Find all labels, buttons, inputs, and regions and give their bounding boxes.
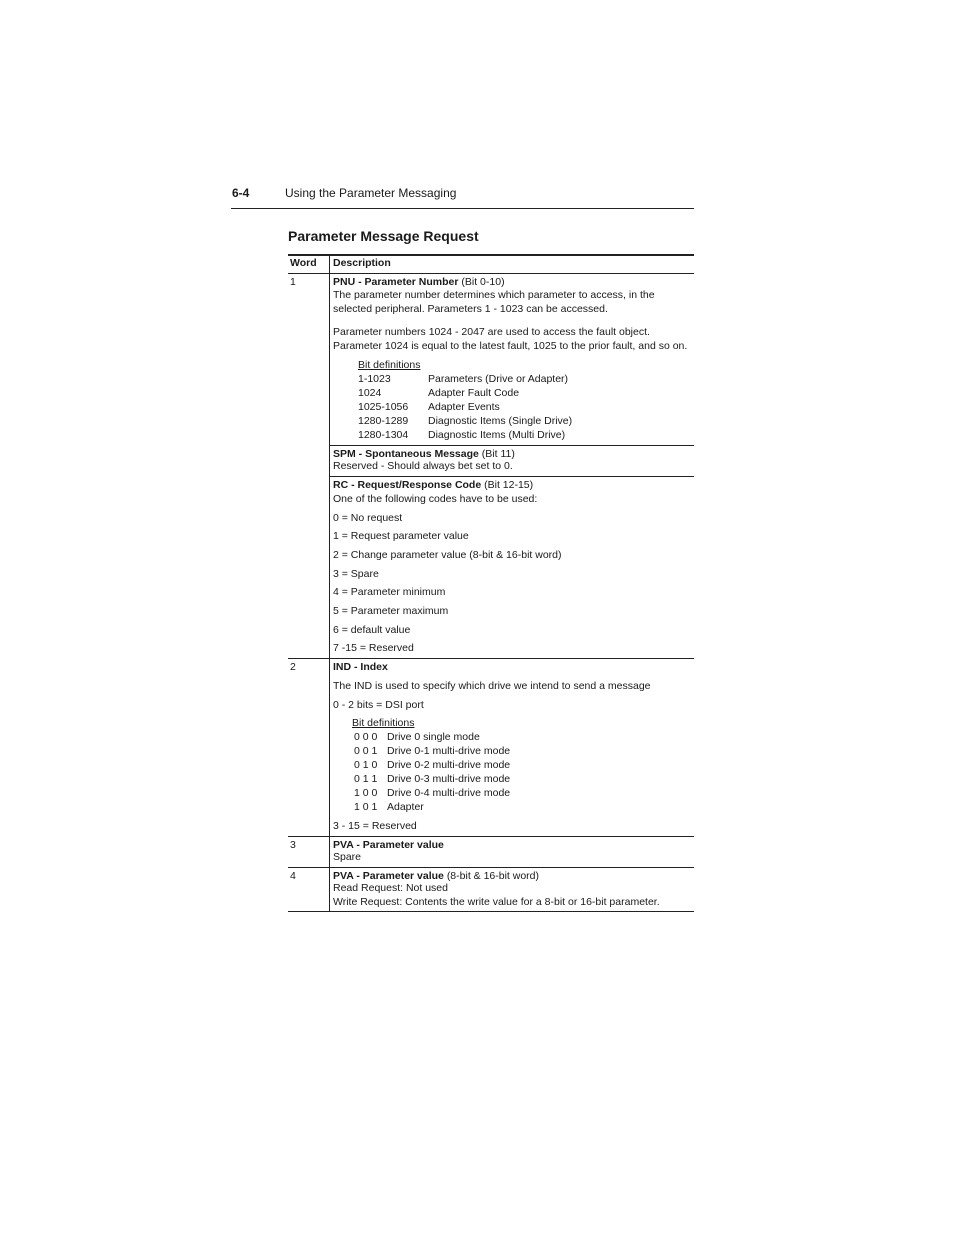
row-divider xyxy=(330,445,694,446)
rc-code: 3 = Spare xyxy=(333,568,379,580)
rc-code: 6 = default value xyxy=(333,624,411,636)
pnu-bitdef-range: 1-1023 xyxy=(358,373,391,385)
ind-bitdef-bits: 0 1 0 xyxy=(354,759,378,771)
ind-bitdef-bits: 0 0 0 xyxy=(354,731,378,743)
pnu-bits: (Bit 0-10) xyxy=(461,276,505,288)
rc-name: RC - Request/Response Code xyxy=(333,479,482,491)
rc-code: 2 = Change parameter value (8-bit & 16-bit word) xyxy=(333,549,562,561)
pnu-bitdef-desc: Adapter Events xyxy=(428,401,500,413)
col-header-description: Description xyxy=(333,257,391,269)
pnu-heading xyxy=(333,275,505,289)
ind-heading: IND - Index xyxy=(333,661,388,673)
row-divider xyxy=(330,476,694,477)
row-divider xyxy=(288,836,694,837)
pnu-bitdef-desc: Diagnostic Items (Single Drive) xyxy=(428,415,573,427)
rc-intro: One of the following codes have to be used: xyxy=(333,493,538,505)
pnu-bitdef-desc: Parameters (Drive or Adapter) xyxy=(428,373,569,385)
ind-bitdef-desc: Adapter xyxy=(387,801,424,813)
ind-bitdef-bits: 1 0 0 xyxy=(354,787,378,799)
spm-name: SPM - Spontaneous Message xyxy=(333,448,479,460)
ind-bitdef-desc: Drive 0-3 multi-drive mode xyxy=(387,773,511,785)
rc-code: 7 -15 = Reserved xyxy=(333,642,414,654)
ind-bitdef-desc: Drive 0-4 multi-drive mode xyxy=(387,787,511,799)
pva-write-request: Write Request: Contents the write value for a 8-bit or 16-bit parameter. xyxy=(333,896,660,908)
pva-description: Spare xyxy=(333,851,362,863)
chapter-title: Using the Parameter Messaging xyxy=(285,186,457,200)
ind-dsi-port: 0 - 2 bits = DSI port xyxy=(333,699,424,711)
pnu-bitdef-range: 1024 xyxy=(358,387,382,399)
col-header-word: Word xyxy=(290,257,317,269)
pnu-fault-description: Parameter numbers 1024 - 2047 are used to access the fault object. Parameter 1024 is equal to the latest fault, 1025 to the prior fault, and so on. xyxy=(333,326,688,352)
rc-code: 4 = Parameter minimum xyxy=(333,586,446,598)
pnu-bitdef-range: 1280-1304 xyxy=(358,429,409,441)
pnu-name: PNU - Parameter Number xyxy=(333,276,459,288)
ind-bitdef-title: Bit definitions xyxy=(352,717,415,729)
word-4: 4 xyxy=(290,870,296,882)
table-bottom-rule xyxy=(288,911,694,912)
ind-description: The IND is used to specify which drive we intend to send a message xyxy=(333,680,651,692)
row-divider xyxy=(288,867,694,868)
spm-bits: (Bit 11) xyxy=(481,448,515,460)
ind-bitdef-desc: Drive 0 single mode xyxy=(387,731,480,743)
rc-heading xyxy=(333,478,533,492)
rc-bits: (Bit 12-15) xyxy=(484,479,534,491)
pnu-bitdef-range: 1280-1289 xyxy=(358,415,409,427)
ind-reserved: 3 - 15 = Reserved xyxy=(333,820,417,832)
pnu-bitdef-desc: Diagnostic Items (Multi Drive) xyxy=(428,429,566,441)
rc-code: 5 = Parameter maximum xyxy=(333,605,449,617)
ind-bitdef-bits: 0 1 1 xyxy=(354,773,378,785)
parameter-message-table xyxy=(288,254,694,912)
page-number: 6-4 xyxy=(232,186,250,200)
word-3: 3 xyxy=(290,839,296,851)
header-rule xyxy=(231,208,694,209)
word-2: 2 xyxy=(290,661,296,673)
ind-bitdef-desc: Drive 0-1 multi-drive mode xyxy=(387,745,511,757)
pnu-description: The parameter number determines which parameter to access, in the selected peripheral. Parameters 1 - 1023 can be accessed. xyxy=(333,289,655,315)
rc-code: 1 = Request parameter value xyxy=(333,530,469,542)
pva-name: PVA - Parameter value xyxy=(333,870,444,882)
spm-description: Reserved - Should always bet set to 0. xyxy=(333,460,513,472)
ind-bitdef-bits: 0 0 1 xyxy=(354,745,378,757)
pnu-bitdef-desc: Adapter Fault Code xyxy=(428,387,520,399)
pva-read-request: Read Request: Not used xyxy=(333,882,448,894)
pva-heading: PVA - Parameter value xyxy=(333,839,444,851)
ind-bitdef-bits: 1 0 1 xyxy=(354,801,378,813)
section-title: Parameter Message Request xyxy=(288,228,479,244)
pva-bits: (8-bit & 16-bit word) xyxy=(446,870,540,882)
word-1: 1 xyxy=(290,276,296,288)
pnu-bitdef-title: Bit definitions xyxy=(358,359,421,371)
pnu-bitdef-range: 1025-1056 xyxy=(358,401,409,413)
table-header-rule xyxy=(288,273,694,274)
row-divider xyxy=(288,658,694,659)
column-divider xyxy=(329,254,330,912)
rc-code: 0 = No request xyxy=(333,512,403,524)
ind-bitdef-desc: Drive 0-2 multi-drive mode xyxy=(387,759,511,771)
